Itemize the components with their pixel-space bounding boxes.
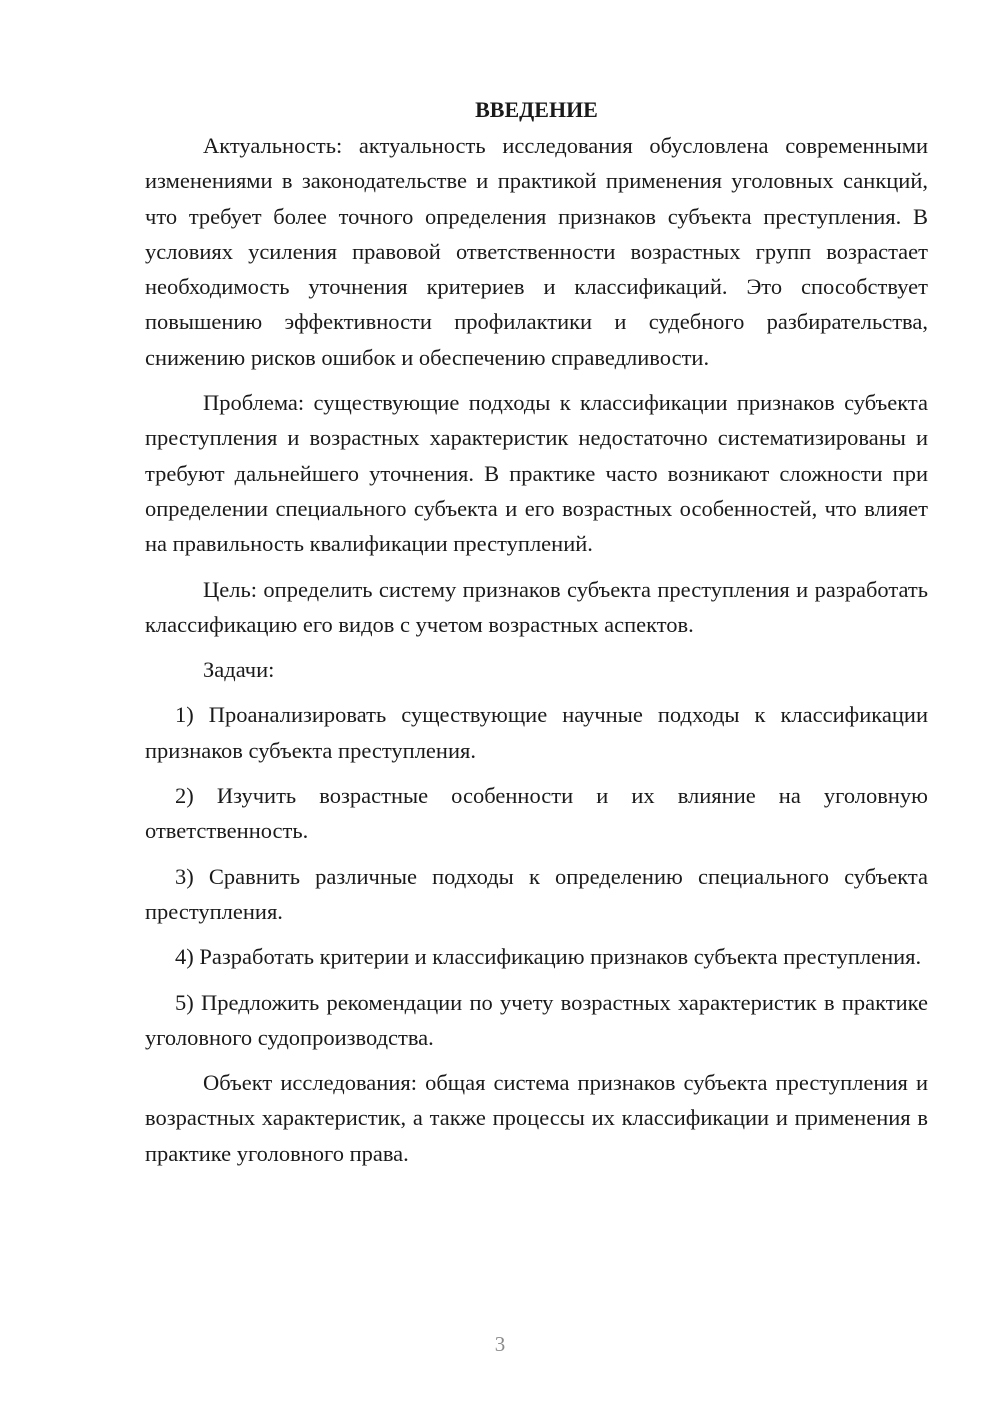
task-item-4: 4) Разработать критерии и классификацию признаков субъекта преступления. — [175, 944, 922, 970]
page-content — [145, 92, 928, 1171]
problem-paragraph: Проблема: существующие подходы к классификации признаков субъекта преступления и возрастных характеристик недостаточно систематизированы и требуют дальнейшего уточнения. В практике часто возникают сложности при определении специального субъекта и его возрастных особенностей, что влияет на правильность квалификации преступлений. — [145, 390, 928, 557]
task-item-3: 3) Сравнить различные подходы к определению специального субъекта преступления. — [145, 863, 928, 924]
tasks-heading: Задачи: — [203, 657, 275, 683]
page-number: 3 — [494, 1332, 506, 1356]
relevance-paragraph: Актуальность: актуальность исследования обусловлена современными изменениями в законодательстве и практикой применения уголовных санкций, что требует более точного определения признаков субъекта преступления. В условиях усиления правовой ответственности возрастных групп возрастает необходимость уточнения критериев и классификаций. Это способствует повышению эффективности профилактики и судебного разбирательства, снижению рисков ошибок и обеспечению справедливости. — [145, 133, 928, 370]
section-title: ВВЕДЕНИЕ — [475, 97, 598, 122]
goal-paragraph: Цель: определить систему признаков субъекта преступления и разработать классификацию его видов с учетом возрастных аспектов. — [145, 576, 928, 637]
task-item-5: 5) Предложить рекомендации по учету возрастных характеристик в практике уголовного судопроизводства. — [145, 989, 928, 1050]
task-item-1: 1) Проанализировать существующие научные подходы к классификации признаков субъекта преступления. — [145, 702, 928, 763]
object-paragraph: Объект исследования: общая система признаков субъекта преступления и возрастных характеристик, а также процессы их классификации и применения в практике уголовного права. — [145, 1070, 928, 1166]
task-item-2: 2) Изучить возрастные особенности и их влияние на уголовную ответственность. — [145, 783, 928, 844]
